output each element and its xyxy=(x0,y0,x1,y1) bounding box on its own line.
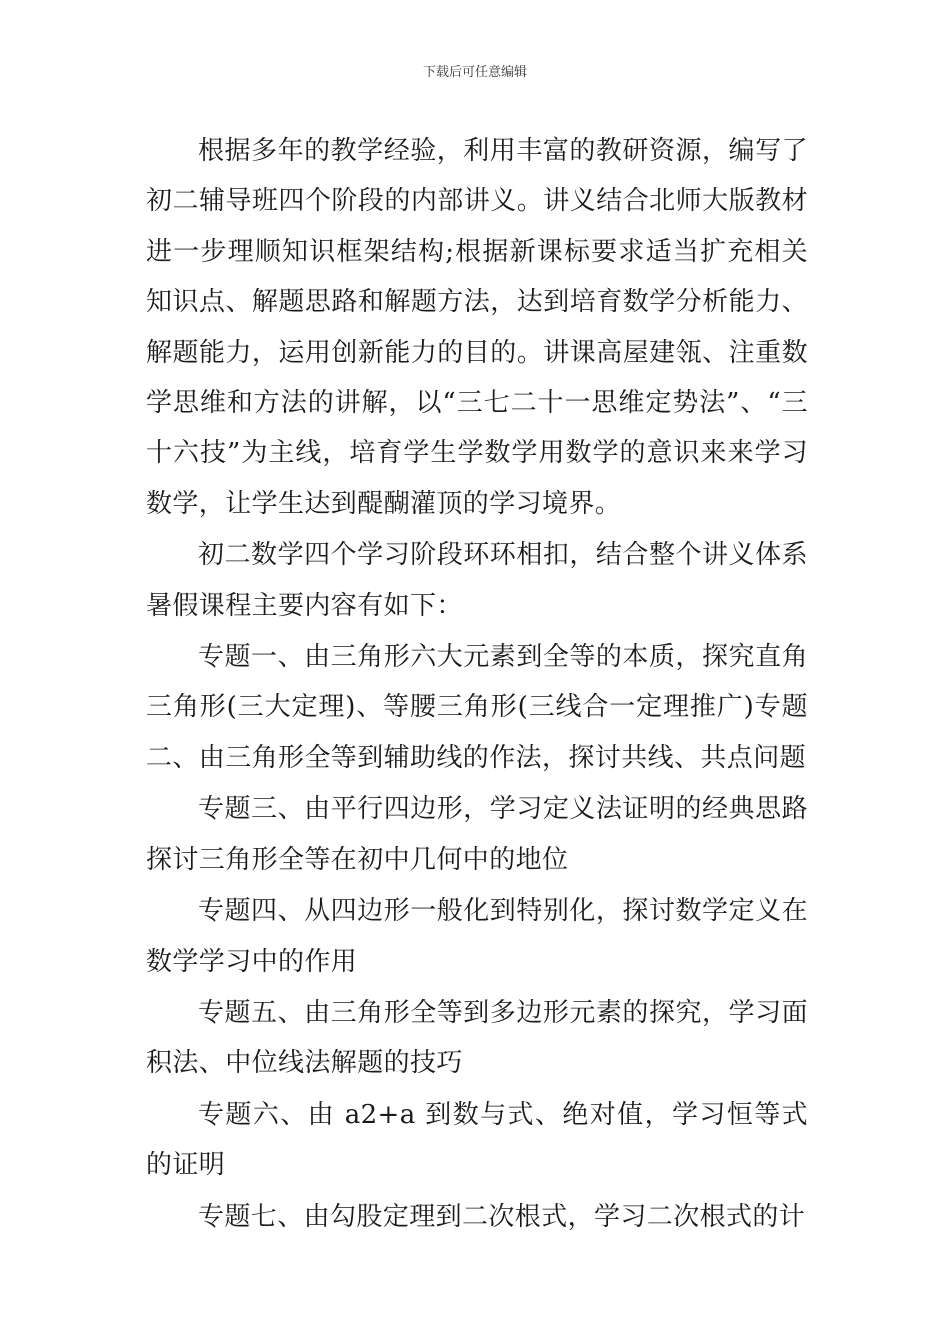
paragraph-summary: 初二数学四个学习阶段环环相扣，结合整个讲义体系暑假课程主要内容有如下： xyxy=(146,540,808,621)
paragraph-topic-4: 专题四、从四边形一般化到特别化，探讨数学定义在数学学习中的作用 xyxy=(146,896,808,977)
paragraph-topic-3: 专题三、由平行四边形，学习定义法证明的经典思路探讨三角形全等在初中几何中的地位 xyxy=(146,794,808,875)
document-body xyxy=(146,126,808,1243)
page-header: 下载后可任意编辑 xyxy=(422,65,527,80)
paragraph-intro: 根据多年的教学经验，利用丰富的教研资源，编写了初二辅导班四个阶段的内部讲义。讲义结合北师大版教材进一步理顺知识框架结构;根据新课标要求适当扩充相关知识点、解题思路和解题方法，达到培育数学分析能力、解题能力，运用创新能力的目的。讲课高屋建瓴、注重数学思维和方法的讲解，以“三七二十一思维定势法”、“三十六技”为主线，培育学生学数学用数学的意识来来学习数学，让学生达到醍醐灌顶的学习境界。 xyxy=(146,136,808,519)
paragraph-topic-1-2: 专题一、由三角形六大元素到全等的本质，探究直角三角形(三大定理)、等腰三角形(三线合一定理推广)专题二、由三角形全等到辅助线的作法，探讨共线、共点问题 xyxy=(146,642,808,773)
paragraph-topic-6: 专题六、由 a2+a 到数与式、绝对值，学习恒等式的证明 xyxy=(146,1099,808,1181)
paragraph-topic-5: 专题五、由三角形全等到多边形元素的探究，学习面积法、中位线法解题的技巧 xyxy=(146,997,808,1079)
paragraph-topic-7: 专题七、由勾股定理到二次根式，学习二次根式的计 xyxy=(198,1201,806,1232)
